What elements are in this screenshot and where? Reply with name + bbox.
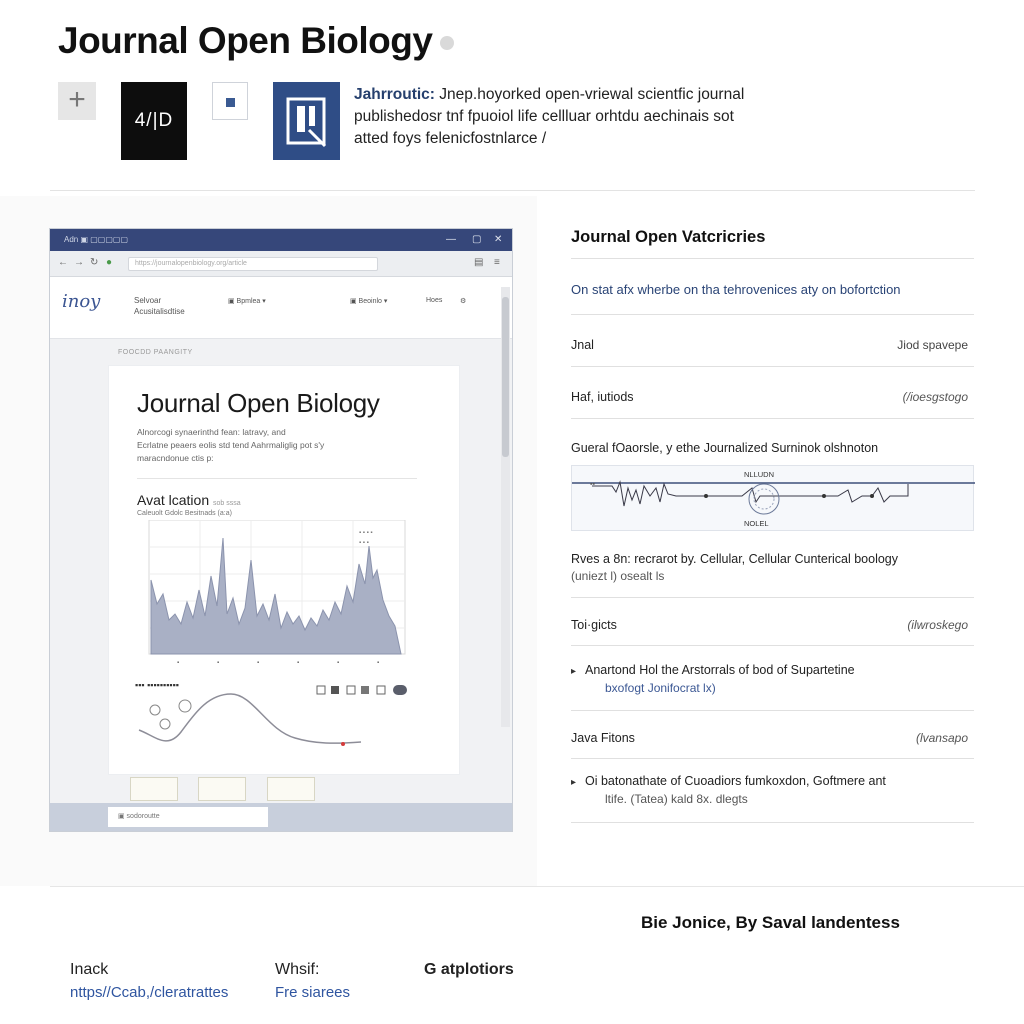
- row-label: Haf, iutiods: [571, 390, 634, 404]
- maximize-icon[interactable]: ▢: [472, 234, 482, 245]
- row-label: Toi·gicts: [571, 618, 617, 632]
- bullet-icon: ▸: [571, 777, 577, 788]
- panel-divider: [571, 822, 974, 823]
- list-item[interactable]: [571, 662, 855, 697]
- site-name-line-1: Selvoar: [134, 296, 162, 305]
- browser-titlebar: [50, 229, 512, 251]
- footer-label: Whsif:: [275, 961, 320, 978]
- journal-description: [354, 84, 794, 150]
- panel-divider: [571, 645, 974, 646]
- site-name: [134, 295, 204, 317]
- row-label: Jnal: [571, 338, 594, 352]
- site-logo[interactable]: inoy: [62, 291, 101, 312]
- section-meta: sob sssa: [213, 500, 241, 507]
- signal-label-bottom: NOLEL: [744, 519, 769, 528]
- site-name-line-2: Acusitalisdtise: [134, 307, 185, 316]
- browser-scrollbar[interactable]: [501, 287, 510, 727]
- article-abstract: [137, 426, 397, 465]
- article-card: [108, 365, 460, 775]
- browser-toolbar: [50, 251, 512, 277]
- panel-heading: Journal Open Vatcricries: [571, 228, 766, 246]
- figure-thumbnail[interactable]: [130, 777, 178, 801]
- close-icon[interactable]: ✕: [494, 234, 503, 245]
- panel-link[interactable]: On stat afx wherbe on tha tehrovenices aty on bofortction: [571, 282, 901, 297]
- signal-waveform: [571, 465, 974, 531]
- panel-divider: [571, 597, 974, 598]
- figure-thumbnail[interactable]: [267, 777, 315, 801]
- figure-thumbnail[interactable]: [198, 777, 246, 801]
- address-bar[interactable]: https://journalopenbiology.org/article: [128, 257, 378, 271]
- description-highlight: Jahrroutic:: [354, 86, 435, 103]
- panel-divider: [571, 258, 974, 259]
- row-label: Java Fitons: [571, 731, 635, 745]
- chart-toolbar[interactable]: [317, 685, 407, 695]
- section-title: [137, 492, 241, 508]
- thumbnail-strip: [130, 777, 331, 806]
- footer-label: Inack: [70, 961, 109, 978]
- browser-content: [50, 339, 500, 809]
- article-divider: [137, 478, 417, 479]
- footer-title: Bie Jonice, By Saval landentess: [641, 913, 900, 932]
- minimize-icon[interactable]: —: [446, 234, 456, 245]
- browser-statusbar: [50, 803, 513, 831]
- panel-divider: [571, 710, 974, 711]
- row-value[interactable]: (ilwroskego: [907, 618, 968, 632]
- page-title: [58, 20, 454, 62]
- description-line-3: atted foys felenicfostnlarce /: [354, 130, 547, 147]
- loading-dot-icon: [440, 36, 454, 50]
- scope-line-2: (uniezt l) osealt ls: [571, 569, 665, 583]
- add-icon[interactable]: +: [58, 82, 96, 120]
- row-value[interactable]: (/ioesgstogo: [902, 390, 968, 404]
- area-chart: [137, 520, 437, 670]
- description-line-1: Jnep.hoyorked open-vriewal scientfic journal: [439, 86, 745, 103]
- abstract-line: Alnorcogi synaerinthd fean: latravy, and: [137, 427, 286, 437]
- panel-divider: [571, 314, 974, 315]
- scope-text: [571, 551, 898, 585]
- journal-cover-icon[interactable]: [273, 82, 340, 160]
- chart-legend-label: ▪ ▪ ▪: [359, 540, 369, 546]
- site-nav-item[interactable]: Hoes: [426, 297, 443, 304]
- list-item[interactable]: [571, 773, 886, 808]
- abstract-line: Ecrlatne peaers eolis std tend Aahrmaliglig pot s'y: [137, 440, 325, 450]
- abstract-line: maracndonue ctis p:: [137, 453, 214, 463]
- journal-logo-dark[interactable]: 4/|D: [121, 82, 187, 160]
- list-item-title: Oi batonathate of Cuoadiors fumkoxdon, Goftmere ant: [585, 774, 886, 788]
- browser-menu-icon[interactable]: ≡: [494, 257, 500, 268]
- bullet-icon: ▸: [571, 666, 577, 677]
- panel-divider: [571, 366, 974, 367]
- footer-link[interactable]: nttps//Ccab,/cleratrattes: [70, 984, 229, 1001]
- article-title: Journal Open Biology: [137, 388, 380, 418]
- svg-text:▪: ▪: [297, 660, 300, 666]
- site-nav-item[interactable]: ▣ Bpmlea ▾: [228, 298, 266, 305]
- list-item-subtitle[interactable]: bxofogt Jonifocrat lx): [605, 681, 716, 695]
- svg-text:▪: ▪: [257, 660, 260, 666]
- status-field[interactable]: ▣ sodoroutte: [108, 807, 268, 827]
- forward-icon[interactable]: →: [74, 257, 84, 268]
- back-icon[interactable]: ←: [58, 257, 68, 268]
- extension-icon[interactable]: ▤: [474, 257, 484, 268]
- browser-preview-window[interactable]: [49, 228, 513, 832]
- footer: [50, 886, 1024, 1024]
- section-subtitle: Caleuolt Gdolc Besitnads (a:a): [137, 510, 232, 517]
- svg-text:▪: ▪: [217, 660, 220, 666]
- scope-line-1: Rves a 8n: recrarot by. Cellular, Cellular Cunterical boology: [571, 552, 899, 566]
- row-value[interactable]: (lvansapo: [915, 731, 968, 745]
- panel-divider: [571, 418, 974, 419]
- line-chart-label: ▪▪▪ ▪▪▪▪▪▪▪▪▪▪: [135, 680, 179, 690]
- description-line-2: publishedosr tnf fpuoiol life cellluar orhtdu aechinais sot: [354, 108, 734, 125]
- secure-lock-icon: ●: [106, 257, 113, 268]
- section-title-text: Avat lcation: [137, 492, 210, 508]
- breadcrumb[interactable]: FOOCDD PAANGITY: [118, 349, 193, 356]
- signal-caption: Gueral fOaorsle, y ethe Journalized Surninok olshnoton: [571, 441, 879, 455]
- browser-title: Adn ▣ ▢▢▢▢▢: [64, 235, 129, 244]
- list-item-title: Anartond Hol the Arstorrals of bod of Supartetine: [585, 663, 855, 677]
- bookmark-square-icon[interactable]: [212, 82, 248, 120]
- svg-text:▪: ▪: [377, 660, 380, 666]
- site-nav-item[interactable]: ▣ Beoinlo ▾: [350, 298, 388, 305]
- svg-text:▪: ▪: [177, 660, 180, 666]
- footer-label: G atplotiors: [424, 961, 514, 978]
- reload-icon[interactable]: ↻: [90, 257, 99, 268]
- signal-label-top: NLLUDN: [744, 470, 775, 479]
- panel-divider: [571, 758, 974, 759]
- svg-text:▪▪: ▪▪: [590, 481, 595, 488]
- footer-link[interactable]: Fre siarees: [275, 984, 351, 1001]
- chart-legend-label: ▪ ▪ ▪ ▪: [359, 530, 373, 536]
- site-header: [50, 277, 512, 339]
- list-item-subtitle: ltife. (Tatea) kald 8x. dlegts: [605, 792, 748, 806]
- header-divider: [50, 190, 975, 191]
- row-value: Jiod spavepe: [897, 338, 968, 352]
- page-title-text: Journal Open Biology: [58, 20, 433, 61]
- svg-text:▪: ▪: [337, 660, 340, 666]
- line-chart: [135, 680, 455, 760]
- site-settings-icon[interactable]: ⚙: [460, 298, 467, 305]
